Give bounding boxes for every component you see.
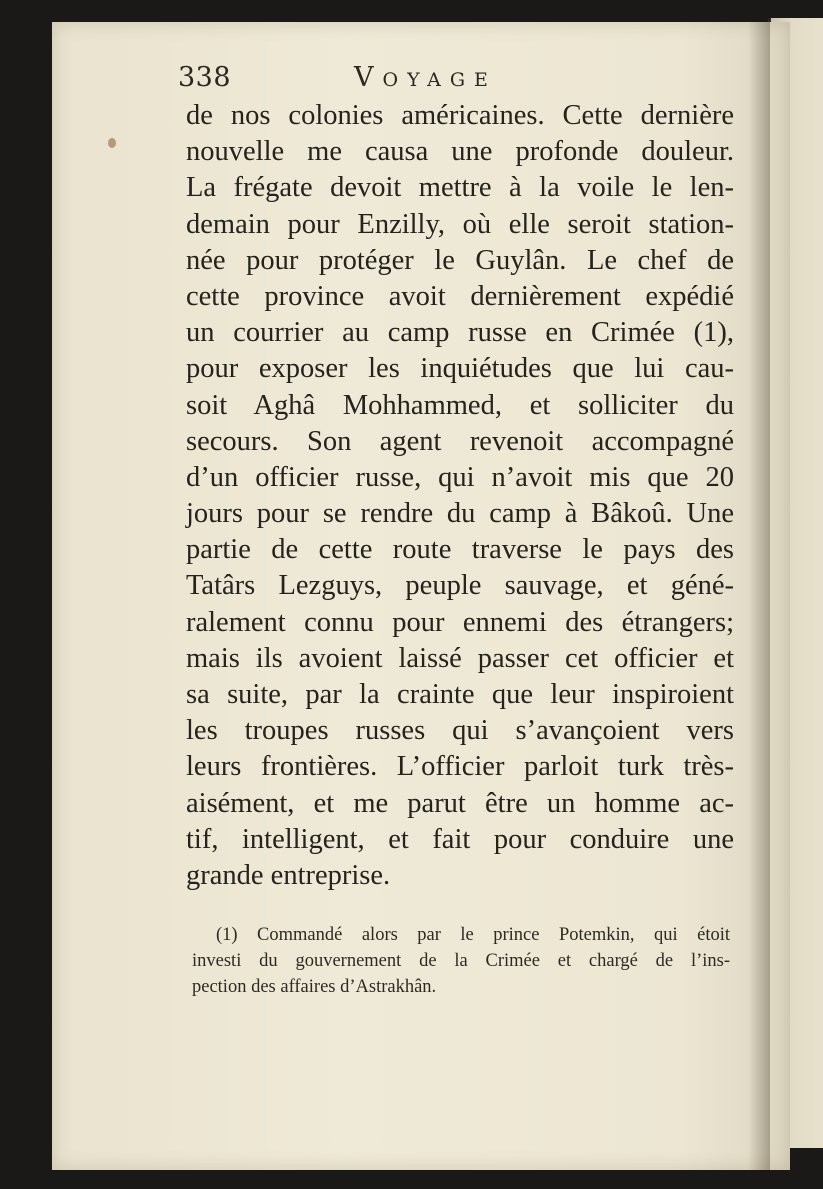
footnote-line: investi du gouvernement de la Crimée et chargé de l’ins- [192, 951, 730, 971]
running-title: Voyage [354, 62, 497, 93]
text-line: pour exposer les inquiétudes que lui cau- [186, 353, 734, 385]
text-line: sa suite, par la crainte que leur inspiroient [186, 679, 734, 710]
text-line: grande entreprise. [186, 859, 391, 891]
gutter-shadow [748, 22, 770, 1170]
text-line: de nos colonies américaines. Cette dernière [186, 100, 734, 131]
text-line: aisément, et me parut être un homme ac- [186, 787, 734, 819]
text-line: La frégate devoit mettre à la voile le len- [186, 172, 734, 204]
text-line: les troupes russes qui s’avançoient vers [186, 715, 734, 747]
text-line: nouvelle me causa une profonde douleur. [186, 136, 734, 168]
text-line: un courrier au camp russe en Crimée (1), [186, 317, 734, 349]
text-line: tif, intelligent, et fait pour conduire une [186, 823, 734, 855]
text-line: ralement connu pour ennemi des étrangers; [186, 606, 734, 638]
footnote-line: pection des affaires d’Astrakhân. [192, 977, 437, 997]
text-line: jours pour se rendre du camp à Bâkoû. Une [186, 498, 734, 530]
page-number: 338 [178, 62, 232, 93]
text-line: cette province avoit dernièrement expédié [186, 280, 734, 312]
text-line: leurs frontières. L’officier parloit turk très- [186, 751, 734, 783]
text-line: secours. Son agent revenoit accompagné [186, 425, 734, 457]
footnote [192, 922, 730, 1000]
body-text [186, 98, 734, 894]
text-line: d’un officier russe, qui n’avoit mis que 20 [186, 461, 734, 493]
page-header [178, 62, 558, 102]
text-line: partie de cette route traverse le pays des [186, 534, 734, 566]
paper-stain [108, 138, 116, 148]
footnote-line: (1) Commandé alors par le prince Potemkin, qui étoit [216, 925, 730, 945]
text-line: soit Aghâ Mohhammed, et solliciter du [186, 389, 734, 421]
text-line: demain pour Enzilly, où elle seroit station- [186, 208, 734, 240]
text-line: mais ils avoient laissé passer cet officier et [186, 642, 734, 674]
text-line: Tatârs Lezguys, peuple sauvage, et géné- [186, 570, 734, 602]
text-line: née pour protéger le Guylân. Le chef de [186, 244, 734, 276]
